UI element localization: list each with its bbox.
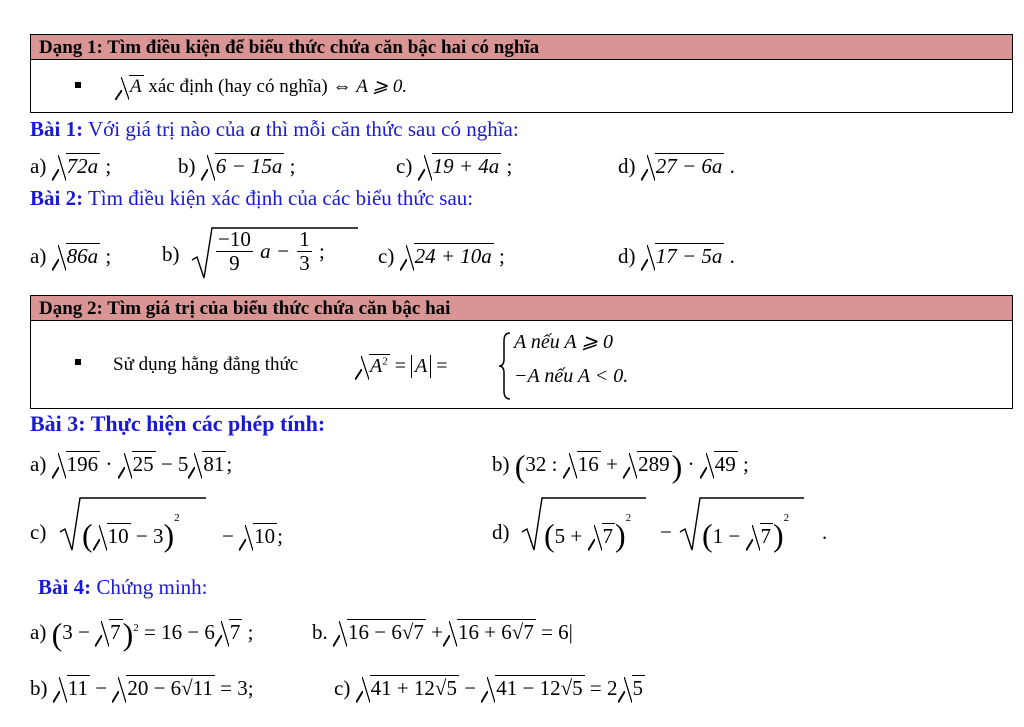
bai4-heading — [38, 575, 208, 600]
bai4-item-a: a) $(3 - 7)^2 = 16 - 6$ 7 ; — [30, 616, 254, 653]
bai3-item-a: a) 196 · 25 − 5 81; — [30, 448, 232, 477]
bai1-item-a: a) 72a ; — [30, 150, 111, 179]
bai1-text2: thì mỗi căn thức sau có nghĩa: — [265, 117, 519, 141]
bai4-item-c: c) 41 + 12√5 − 41 − 12√5 = 2 5 — [334, 672, 645, 701]
bai1-item-d: d) 27 − 6a . — [618, 150, 735, 179]
dang1-header: Dạng 1: Tìm điều kiện để biểu thức chứa căn bậc hai có nghĩa — [31, 35, 1012, 60]
bai1-text: Với giá trị nào của — [87, 117, 245, 141]
bai2-item-d: d) 17 − 5a . — [618, 240, 735, 269]
bai4-text: Chứng minh: — [96, 575, 208, 599]
bai4-item-b2: b) 11 − 20 − 6√11 = 3; — [30, 672, 254, 701]
dang1-box — [30, 34, 1013, 113]
bai3-heading: Bài 3: Thực hiện các phép tính: — [30, 411, 326, 436]
dang1-rule — [115, 72, 407, 98]
bai3-item-d: d) $(5 + 7)^2$ − $(1 - 7)^2$ . — [492, 494, 852, 554]
bai2-item-c: c) 24 + 10a ; — [378, 240, 505, 269]
bai1-heading — [30, 117, 519, 142]
bai4-title: Bài 4: — [38, 575, 92, 599]
bai2-title: Bài 2: — [30, 186, 84, 210]
bai1-var: a — [250, 117, 261, 141]
brace-icon — [498, 331, 512, 401]
bai2-item-a: a) 86a ; — [30, 240, 111, 269]
bullet-icon — [75, 82, 81, 88]
bai3-item-c: c) ( 10 − 3)$^2$ − 10; — [30, 494, 290, 554]
dang2-header: Dạng 2: Tìm giá trị của biểu thức chứa căn bậc hai — [31, 296, 1012, 321]
dang1-body — [31, 60, 1012, 112]
bai1-item-c: c) 19 + 4a ; — [396, 150, 512, 179]
dang2-body: Sử dụng hằng đẳng thức $A^2 = A$ = A nếu A ⩾ 0 −A nếu A < 0. — [31, 321, 1012, 408]
bullet-icon — [75, 359, 81, 365]
dang1-rule-text: xác định (hay có nghĩa) ⇔ — [148, 76, 352, 97]
bai4-item-b1: b. 16 − 6√7 + 16 + 6√7 = 6| — [312, 616, 573, 645]
bai3-row2 — [30, 494, 1010, 554]
bai2-item-b: b) $\frac{-10}{9}$ a − $\frac{1}{3}$ ; — [162, 228, 180, 255]
bai3-item-b: b) (32 : 16 + 289) · 49 ; — [492, 448, 749, 485]
bai2-heading — [30, 186, 473, 211]
bai1-item-b: b) 6 − 15a ; — [178, 150, 296, 179]
dang1-rule-cond: A ⩾ 0. — [356, 76, 408, 97]
dang2-box — [30, 295, 1013, 409]
bai1-title: Bài 1: — [30, 117, 84, 141]
sqrt-symbol: A — [115, 72, 144, 98]
bai2-text: Tìm điều kiện xác định của các biểu thức sau: — [87, 186, 474, 210]
